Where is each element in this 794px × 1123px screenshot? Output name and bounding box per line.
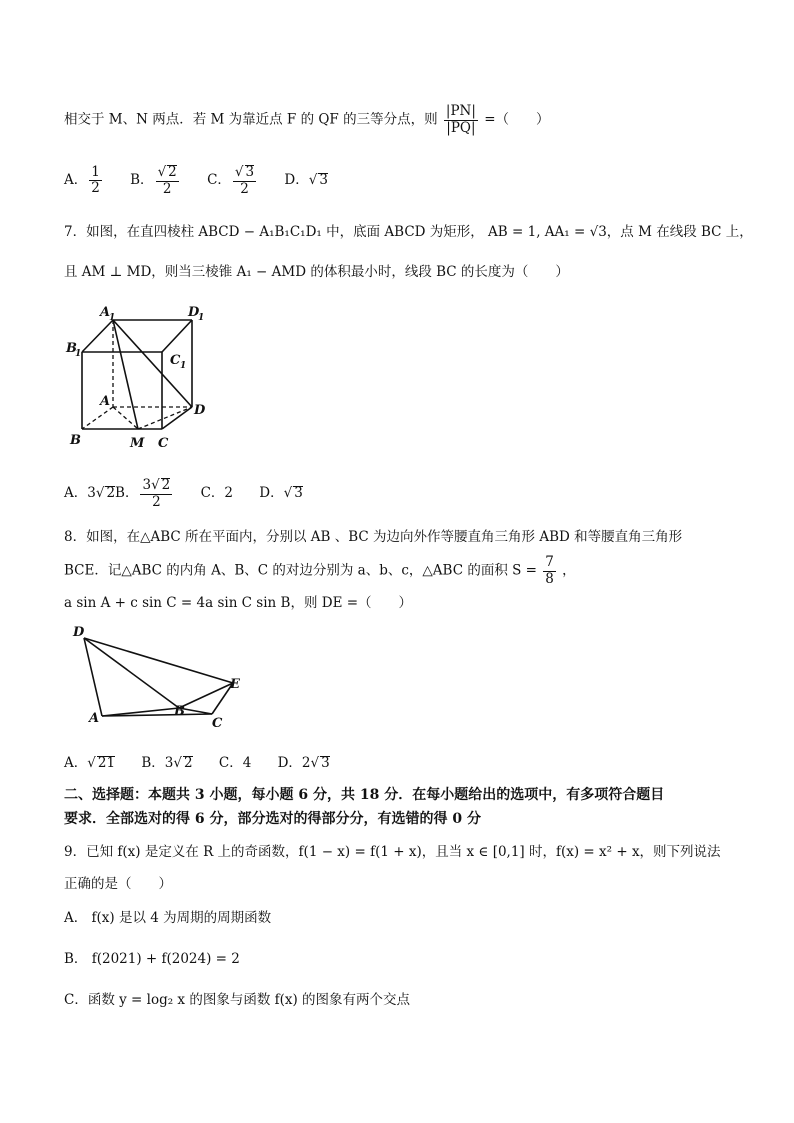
q8-option-a-label: A． — [64, 755, 88, 771]
label-c1-sub: 1 — [180, 361, 187, 371]
q7-option-c: C．2 — [200, 485, 233, 501]
label-c: C — [158, 436, 169, 450]
label-a: A — [89, 711, 100, 726]
label-c: C — [212, 716, 223, 730]
q6-options — [64, 165, 328, 196]
q8-area-den: 8 — [545, 570, 554, 587]
segment-d-e — [84, 638, 233, 683]
label-b: B — [70, 433, 81, 448]
q7-option-a: A．3√ 2 — [64, 485, 116, 501]
q6-ratio-numerator: |PN| — [445, 103, 476, 119]
q7-option-b — [115, 477, 174, 510]
q6-option-c-radicand: 3 — [245, 164, 255, 180]
q6-option-c — [207, 164, 262, 197]
q7-line-2: 且 AM ⊥ MD，则当三棱锥 A₁ − AMD 的体积最小时，线段 BC 的长度为（ ） — [64, 264, 569, 280]
q6-option-d: D．√ 3 — [284, 172, 328, 188]
q8-options — [64, 756, 330, 771]
q8-line-3: a sin A + c sin C = 4a sin C sin B，则 DE =（ ） — [64, 595, 413, 611]
q6-option-a-label: A． — [64, 172, 88, 188]
q6-text-after: =（ ） — [484, 111, 550, 128]
q8-option-d: D．2√ 3 — [277, 755, 330, 771]
q7-option-d-radicand: 3 — [294, 485, 303, 501]
q7-option-d: D．√ 3 — [259, 485, 303, 501]
q6-option-c-fraction: $\frac{√ 3}{2}$ — [234, 164, 255, 197]
q6-text-before: 相交于 M、N 两点．若 M 为靠近点 F 的 QF 的三等分点，则 — [64, 111, 438, 128]
q9-option-b: B． f(2021) + f(2024) = 2 — [64, 951, 240, 967]
q7-option-b-radicand: 2 — [161, 477, 171, 493]
q7-option-b-fraction: $\frac{3√ 2}{2}$ — [142, 477, 171, 510]
q9-option-c: C．函数 y = log₂ x 的图象与函数 f(x) 的图象有两个交点 — [64, 992, 411, 1008]
q8-area-num: 7 — [545, 554, 554, 570]
q8-option-b: B．3√ 2 — [141, 755, 193, 771]
q6-option-d-radicand: 3 — [319, 172, 328, 188]
q8-option-c: C．4 — [218, 755, 252, 771]
q7-line-1: 7．如图，在直四棱柱 ABCD − A₁B₁C₁D₁ 中，底面 ABCD 为矩形， AB = 1, AA₁ = √3，点 M 在线段 BC 上， — [64, 224, 753, 240]
edge-a1-b1 — [82, 320, 113, 352]
label-d1-sub: 1 — [198, 313, 205, 323]
q9-line-1: 9．已知 f(x) 是定义在 R 上的奇函数，f(1 − x) = f(1 + x)，且当 x ∈ [0,1] 时，f(x) = x² + x，则下列说法 — [64, 844, 721, 860]
label-d: D — [73, 625, 85, 640]
q6-option-a-num: 1 — [91, 163, 100, 180]
q6-option-c-label: C． — [207, 172, 231, 188]
label-m: M — [130, 436, 145, 450]
q6-ratio-denominator: |PQ| — [446, 119, 476, 136]
segment-a1-m — [113, 320, 138, 429]
q6-option-d-label: D． — [284, 172, 309, 188]
q8-line-1: 8．如图，在△ABC 所在平面内，分别以 AB 、BC 为边向外作等腰直角三角形 ABD 和等腰直角三角形 — [64, 529, 683, 545]
q8-line-2 — [64, 556, 576, 586]
q6-option-a — [64, 163, 108, 196]
q6-option-b-den: 2 — [162, 180, 172, 197]
label-a1-sub: 1 — [109, 313, 116, 323]
label-e: E — [230, 677, 240, 692]
q7-prism-figure — [62, 302, 212, 450]
q7-option-a-label: A．3 — [64, 485, 96, 501]
q6-option-b-fraction: $\frac{√ 2}{2}$ — [157, 164, 177, 197]
q8-option-a-radicand: 21 — [97, 755, 116, 771]
q6-stem — [64, 105, 550, 135]
q6-option-b-label: B． — [130, 172, 154, 188]
label-b1: B — [66, 341, 77, 356]
q7-option-d-label: D． — [259, 485, 284, 501]
q7-option-b-den: 2 — [152, 493, 161, 510]
q6-option-a-fraction — [89, 163, 102, 196]
q8-triangle-figure — [64, 622, 244, 730]
q8-option-d-label: D．2 — [277, 755, 311, 771]
label-a1: A — [100, 305, 111, 320]
edge-c1-d1 — [162, 320, 192, 352]
q8-line-2-text: BCE．记△ABC 的内角 A、B、C 的对边分别为 a、b、c，△ABC 的面积 S = — [64, 562, 537, 579]
q8-option-b-radicand: 2 — [183, 755, 193, 771]
q6-option-c-den: 2 — [240, 180, 249, 197]
q8-area-fraction — [543, 556, 556, 586]
q9-option-a: A． f(x) 是以 4 为周期的周期函数 — [64, 910, 272, 926]
q6-option-b — [130, 164, 185, 197]
q8-line-2-comma: ， — [562, 562, 576, 579]
label-a: A — [100, 394, 111, 409]
hidden-edge-a-b — [82, 407, 113, 429]
q7-option-a-radicand: 2 — [106, 485, 116, 501]
q8-option-a: A．√ 21 — [64, 755, 116, 771]
q8-option-d-radicand: 3 — [321, 755, 330, 771]
q7-option-b-label: B． — [115, 485, 139, 501]
q6-ratio-fraction — [444, 105, 478, 135]
q9-line-2: 正确的是（ ） — [64, 876, 172, 892]
label-c1: C — [170, 353, 181, 368]
label-b1-sub: 1 — [75, 349, 82, 359]
q6-option-b-radicand: 2 — [168, 164, 177, 180]
q7-options — [64, 478, 303, 509]
q8-option-b-label: B．3 — [141, 755, 174, 771]
section-2-heading-line-1: 二、选择题：本题共 3 小题，每小题 6 分，共 18 分．在每小题给出的选项中，有多项符合题目 — [64, 787, 665, 803]
hidden-segment-m-d — [138, 407, 192, 429]
label-d1: D — [188, 305, 200, 320]
label-b: B — [174, 704, 185, 719]
label-d: D — [194, 403, 206, 418]
q7-option-b-coef: 3 — [142, 477, 152, 493]
section-2-heading-line-2: 要求．全部选对的得 6 分，部分选对的得部分分，有选错的得 0 分 — [64, 811, 481, 827]
q6-option-a-den: 2 — [91, 180, 100, 196]
